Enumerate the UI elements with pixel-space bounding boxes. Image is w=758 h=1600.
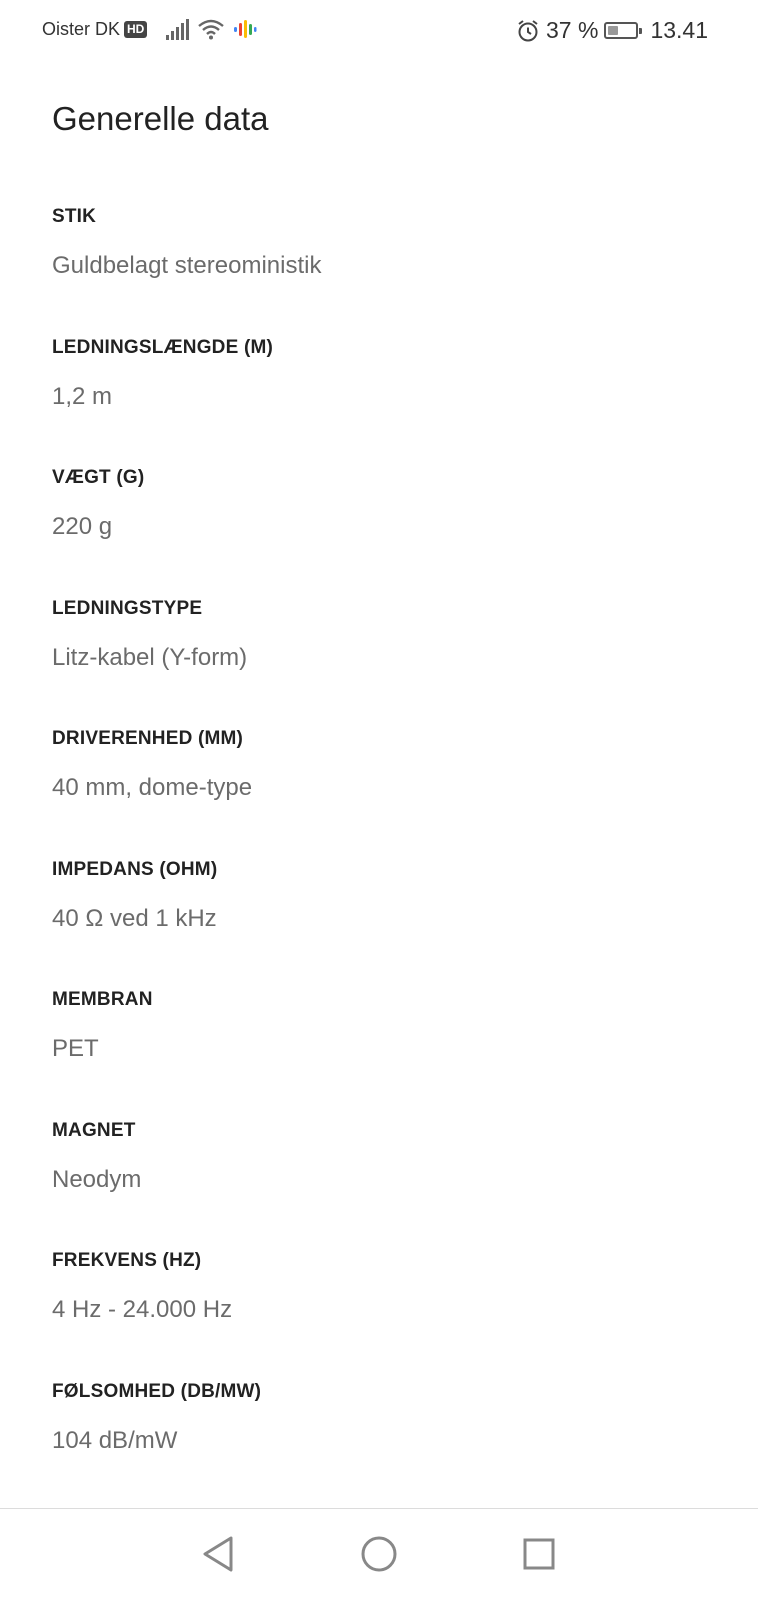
spec-value: PET xyxy=(52,1035,99,1062)
spec-value: 40 mm, dome-type xyxy=(52,774,253,801)
back-button[interactable] xyxy=(193,1529,243,1579)
battery-icon xyxy=(604,22,638,39)
wifi-icon xyxy=(197,18,225,40)
clock: 13.41 xyxy=(650,17,708,43)
spec-item xyxy=(52,336,712,467)
spec-label: DRIVERENHED (MM) xyxy=(52,728,244,749)
spec-value: 40 Ω ved 1 kHz xyxy=(52,904,217,932)
spec-item xyxy=(52,597,712,728)
alarm-icon xyxy=(516,19,540,43)
navigation-bar xyxy=(0,1509,758,1600)
spec-value: 4 Hz - 24.000 Hz xyxy=(52,1296,233,1323)
spec-label: VÆGT (G) xyxy=(52,467,145,488)
page-title: Generelle data xyxy=(52,100,269,137)
spec-item xyxy=(52,988,712,1119)
spec-label: STIK xyxy=(52,206,97,227)
spec-item xyxy=(52,1249,712,1380)
assistant-icon xyxy=(233,18,257,40)
spec-label: LEDNINGSLÆNGDE (M) xyxy=(52,336,274,358)
home-icon xyxy=(360,1535,398,1573)
recents-button[interactable] xyxy=(514,1529,564,1579)
spec-value: 104 dB/mW xyxy=(52,1426,178,1454)
spec-item xyxy=(52,727,712,858)
spec-value: 1,2 m xyxy=(52,382,113,410)
spec-label: LEDNINGSTYPE xyxy=(52,597,203,619)
status-bar xyxy=(0,0,758,64)
spec-value: Guldbelagt stereoministik xyxy=(52,252,322,279)
recents-icon xyxy=(522,1537,556,1571)
spec-value: Litz-kabel (Y-form) xyxy=(52,643,248,671)
spec-label: FREKVENS (HZ) xyxy=(52,1250,202,1271)
status-icons-right xyxy=(516,17,708,44)
spec-list xyxy=(52,205,712,1510)
spec-item xyxy=(52,1380,712,1511)
signal-icon xyxy=(166,18,189,40)
spec-item xyxy=(52,205,712,336)
spec-item xyxy=(52,466,712,597)
spec-label: IMPEDANS (OHM) xyxy=(52,858,218,880)
home-button[interactable] xyxy=(354,1529,404,1579)
carrier xyxy=(42,19,147,40)
spec-value: Neodym xyxy=(52,1165,142,1193)
spec-label: MEMBRAN xyxy=(52,989,153,1010)
back-icon xyxy=(200,1534,236,1574)
hd-badge: HD xyxy=(124,21,147,38)
battery-percent: 37 % xyxy=(546,17,599,43)
spec-item xyxy=(52,1119,712,1250)
spec-item xyxy=(52,858,712,989)
battery-fill xyxy=(608,26,618,35)
spec-label: MAGNET xyxy=(52,1119,136,1141)
spec-label: FØLSOMHED (DB/MW) xyxy=(52,1380,262,1402)
spec-value: 220 g xyxy=(52,513,113,540)
carrier-name: Oister DK xyxy=(42,19,121,39)
status-icons-left xyxy=(166,18,257,40)
